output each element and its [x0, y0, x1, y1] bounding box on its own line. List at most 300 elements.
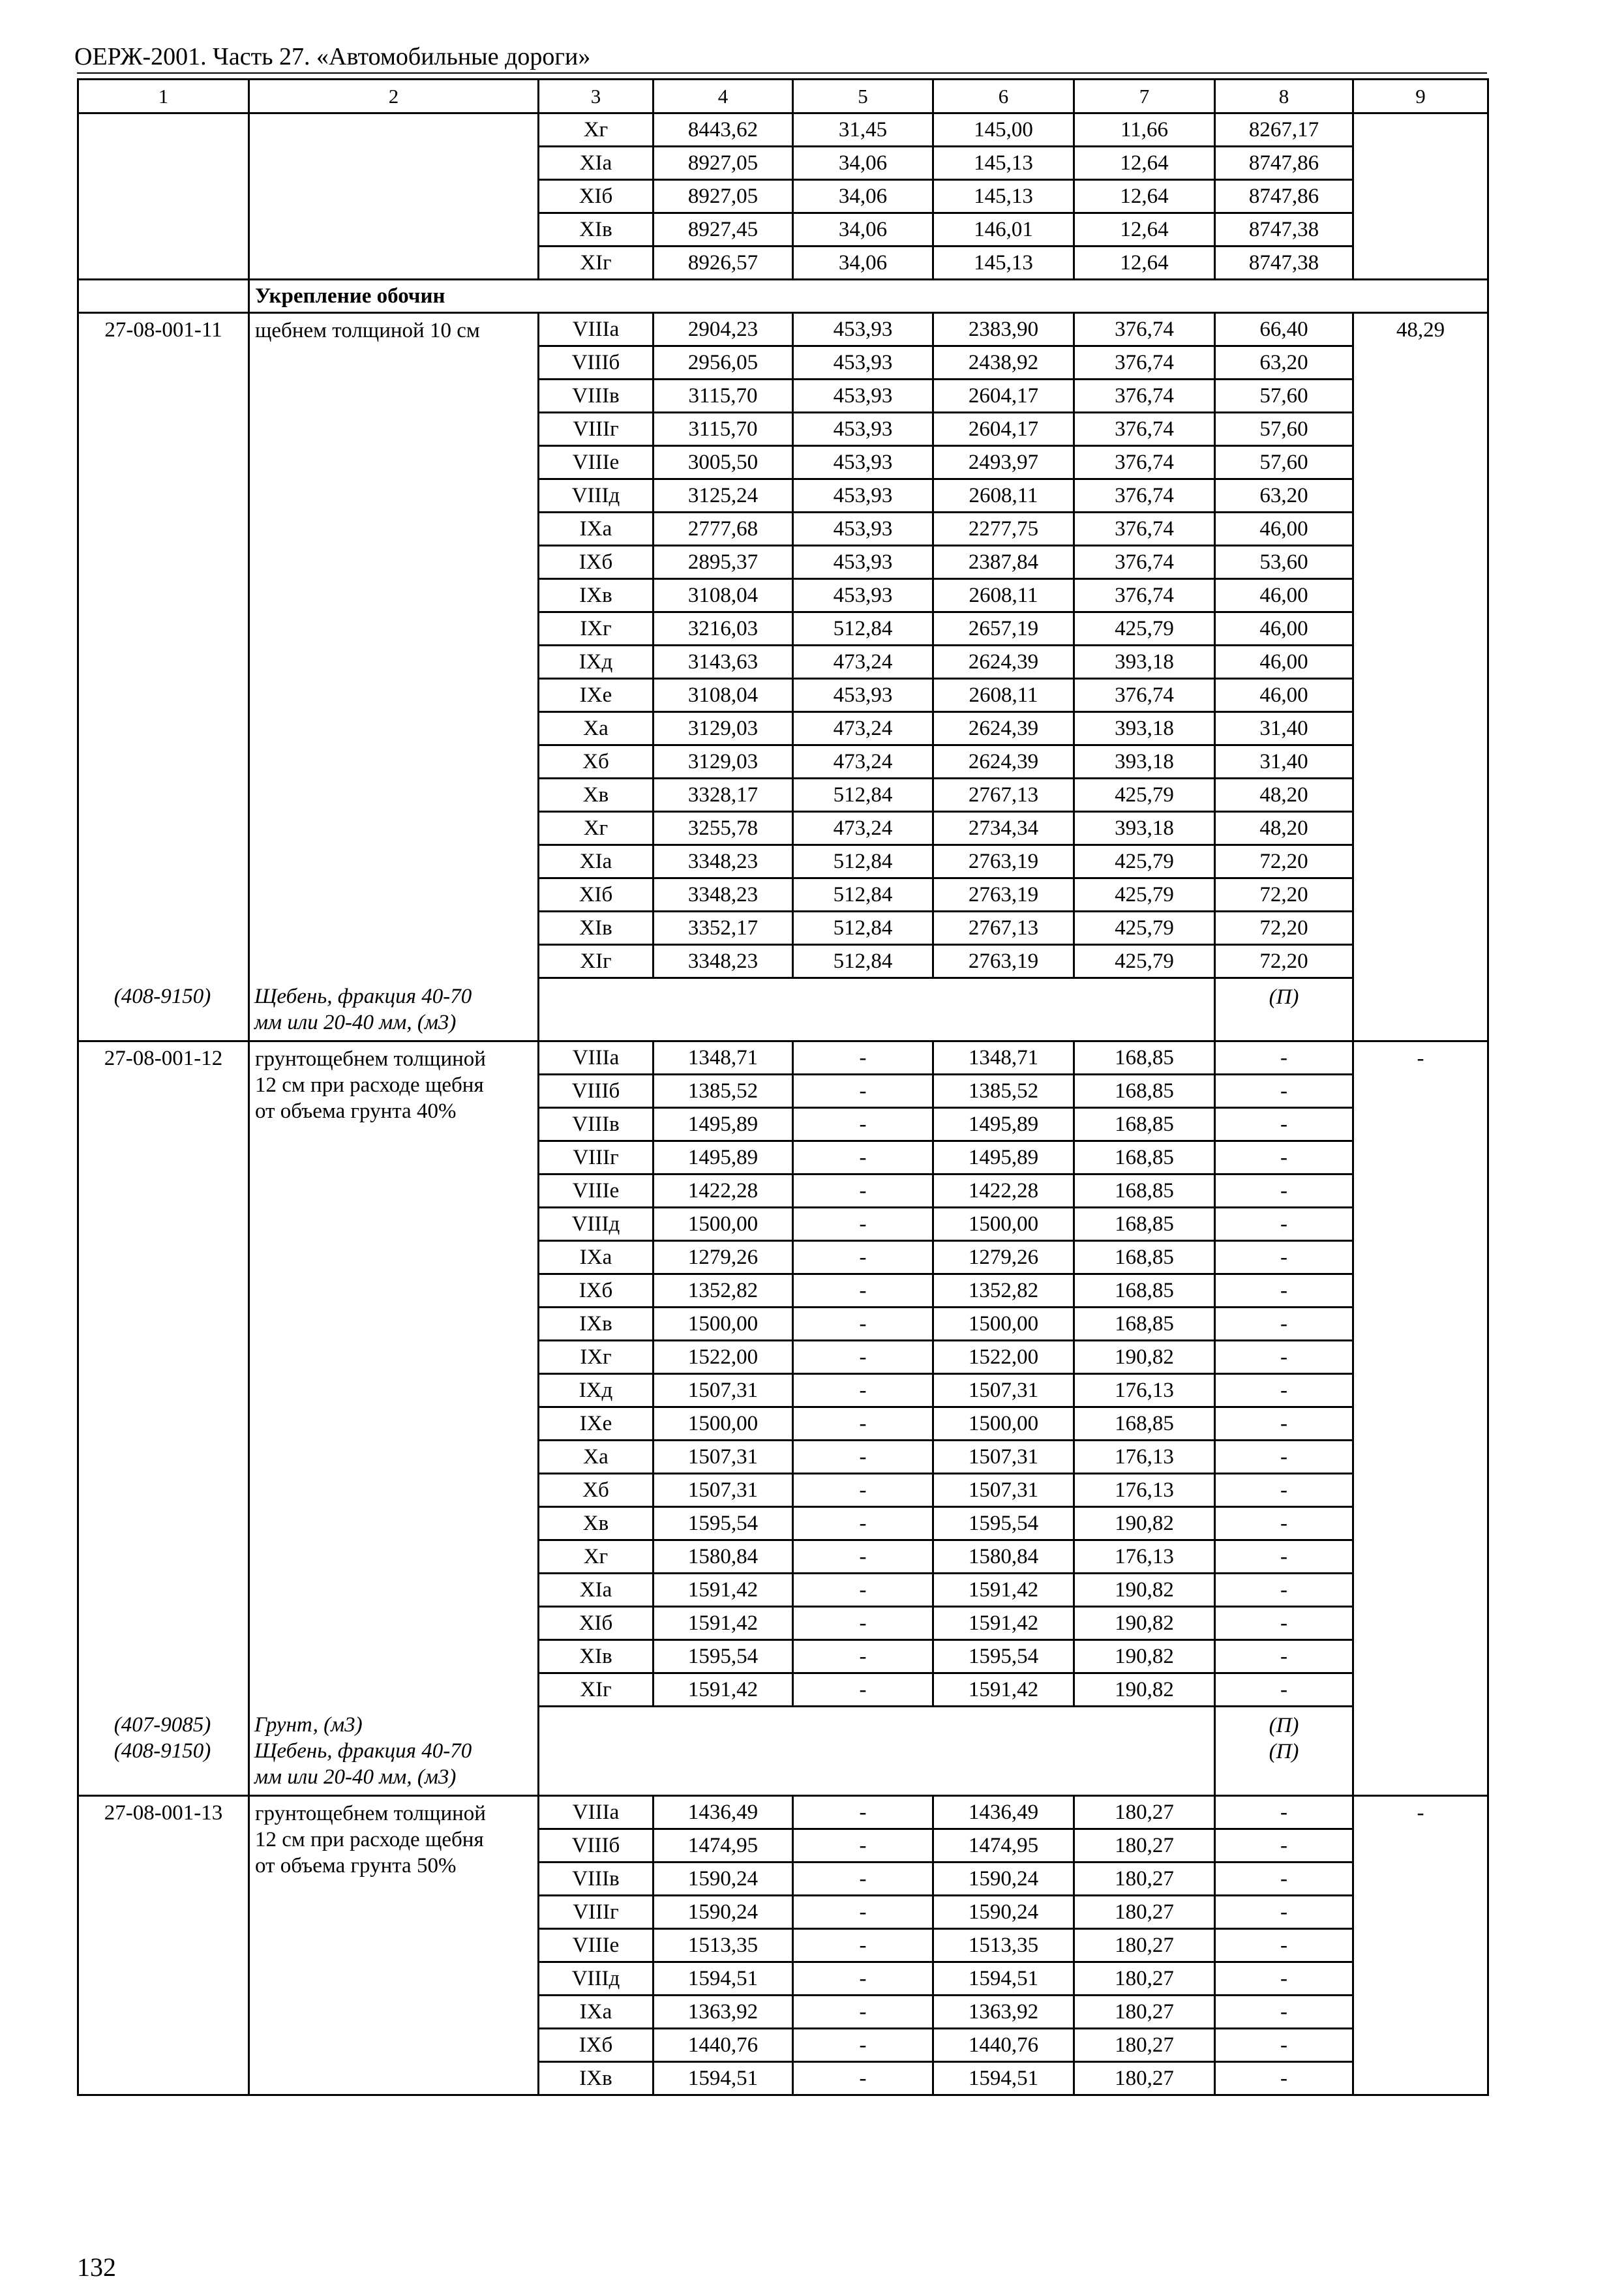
value-cell: 8747,86: [1215, 147, 1353, 180]
value-cell: -: [1215, 1607, 1353, 1640]
code-cell: 27-08-001-11: [78, 313, 249, 1041]
resource-code-spacer: [77, 1764, 248, 1790]
value-cell: 63,20: [1215, 479, 1353, 513]
value-cell: 2763,19: [933, 845, 1074, 878]
value-cell: 57,60: [1215, 380, 1353, 413]
zone-cell: IXв: [539, 579, 654, 612]
resource-code: (408-9150): [113, 1739, 211, 1763]
value-cell: 3352,17: [654, 912, 793, 945]
value-cell: -: [793, 1341, 933, 1374]
value-cell: 453,93: [793, 579, 933, 612]
value-cell: 48,20: [1215, 779, 1353, 812]
column-number: 8: [1215, 80, 1353, 113]
value-cell: -: [1215, 1108, 1353, 1141]
value-cell: 3216,03: [654, 612, 793, 646]
zone-cell: XIв: [539, 912, 654, 945]
value-cell: 1590,24: [654, 1863, 793, 1896]
value-cell: 180,27: [1074, 1929, 1215, 1962]
value-cell: 48,20: [1215, 812, 1353, 845]
zone-cell: VIIIг: [539, 1896, 654, 1929]
value-cell: 1385,52: [933, 1075, 1074, 1108]
description-line: 12 см при расходе щебня: [255, 1828, 484, 1851]
value-cell: -: [793, 1929, 933, 1962]
value-cell: 2608,11: [933, 479, 1074, 513]
value-cell: -: [793, 1962, 933, 1996]
zone-cell: IXг: [539, 1341, 654, 1374]
value-cell: 2387,84: [933, 546, 1074, 579]
value-cell: -: [1215, 1673, 1353, 1707]
value-cell: -: [793, 1241, 933, 1274]
value-cell: 473,24: [793, 712, 933, 745]
value-cell: 34,06: [793, 247, 933, 280]
value-cell: 46,00: [1215, 679, 1353, 712]
zone-cell: Xа: [539, 712, 654, 745]
value-cell: 168,85: [1074, 1141, 1215, 1174]
section-title-row: [78, 280, 1488, 313]
value-cell: 376,74: [1074, 380, 1215, 413]
value-cell: 1595,54: [654, 1640, 793, 1673]
value-cell: 393,18: [1074, 712, 1215, 745]
value-cell: 168,85: [1074, 1274, 1215, 1308]
description-cell: [249, 113, 539, 280]
resource-code: (407-9085): [113, 1713, 211, 1737]
value-cell: 2895,37: [654, 546, 793, 579]
value-cell: 376,74: [1074, 579, 1215, 612]
value-cell: 376,74: [1074, 346, 1215, 380]
value-cell: 146,01: [933, 213, 1074, 247]
resource-code-spacer: [77, 1010, 248, 1036]
value-cell: 2657,19: [933, 612, 1074, 646]
zone-cell: Xв: [539, 779, 654, 812]
value-cell: 1422,28: [933, 1174, 1074, 1208]
zone-cell: XIв: [539, 1640, 654, 1673]
column-number: 6: [933, 80, 1074, 113]
value-cell: 1591,42: [933, 1673, 1074, 1707]
value-cell: -: [793, 1607, 933, 1640]
value-cell: 145,00: [933, 113, 1074, 147]
value-cell: -: [793, 1474, 933, 1507]
zone-cell: XIа: [539, 147, 654, 180]
value-cell: 2763,19: [933, 945, 1074, 978]
value-cell: 12,64: [1074, 180, 1215, 213]
resource-codes: [77, 1712, 248, 1790]
value-cell: 1594,51: [933, 2062, 1074, 2095]
description-line: 12 см при расходе щебня: [255, 1073, 484, 1097]
zone-cell: Xг: [539, 812, 654, 845]
value-cell: 11,66: [1074, 113, 1215, 147]
value-cell: 176,13: [1074, 1441, 1215, 1474]
value-cell: 72,20: [1215, 912, 1353, 945]
value-cell: 180,27: [1074, 1962, 1215, 1996]
value-cell: 1385,52: [654, 1075, 793, 1108]
value-cell: 1590,24: [933, 1896, 1074, 1929]
value-cell: 12,64: [1074, 147, 1215, 180]
value-cell: 176,13: [1074, 1474, 1215, 1507]
value-cell: 8926,57: [654, 247, 793, 280]
value-cell: 8443,62: [654, 113, 793, 147]
zone-cell: IXб: [539, 2029, 654, 2062]
value-cell: -: [793, 1374, 933, 1407]
value-cell: 1591,42: [933, 1607, 1074, 1640]
value-cell: 46,00: [1215, 612, 1353, 646]
zone-cell: IXв: [539, 1308, 654, 1341]
value-cell: 1495,89: [654, 1108, 793, 1141]
description-line: грунтощебнем толщиной: [255, 1802, 486, 1825]
value-cell: 168,85: [1074, 1041, 1215, 1075]
value-cell: -: [1215, 1407, 1353, 1441]
value-cell: -: [1215, 1374, 1353, 1407]
section-spacer: [78, 280, 249, 313]
value-cell: 190,82: [1074, 1607, 1215, 1640]
column-number: 7: [1074, 80, 1215, 113]
value-cell: 1500,00: [933, 1208, 1074, 1241]
value-cell: -: [793, 1829, 933, 1863]
value-cell: 3328,17: [654, 779, 793, 812]
value-cell: 1580,84: [654, 1540, 793, 1574]
value-cell: -: [793, 1640, 933, 1673]
value-cell: 34,06: [793, 147, 933, 180]
value-cell: 190,82: [1074, 1341, 1215, 1374]
value-cell: 190,82: [1074, 1507, 1215, 1540]
resource-name-line: Щебень, фракция 40-70: [254, 1739, 472, 1763]
value-cell: 180,27: [1074, 2029, 1215, 2062]
value-cell: 34,06: [793, 213, 933, 247]
value-cell: 376,74: [1074, 679, 1215, 712]
value-cell: 3108,04: [654, 679, 793, 712]
zone-cell: VIIIб: [539, 346, 654, 380]
value-cell: -: [793, 1041, 933, 1075]
zone-cell: XIг: [539, 1673, 654, 1707]
value-cell: 2624,39: [933, 712, 1074, 745]
resource-mark-spacer: [1221, 1010, 1347, 1036]
value-cell: 376,74: [1074, 446, 1215, 479]
value-cell: 3348,23: [654, 945, 793, 978]
value-cell: 1507,31: [933, 1474, 1074, 1507]
value-cell: -: [793, 1796, 933, 1829]
value-cell: 168,85: [1074, 1308, 1215, 1341]
value-cell: -: [793, 1441, 933, 1474]
value-cell: 72,20: [1215, 945, 1353, 978]
value-cell: -: [1215, 1075, 1353, 1108]
value-cell: -: [793, 1141, 933, 1174]
column-number: 5: [793, 80, 933, 113]
value-cell: 2624,39: [933, 646, 1074, 679]
value-cell: -: [1215, 1863, 1353, 1896]
value-cell: 168,85: [1074, 1075, 1215, 1108]
price-table-body: [78, 80, 1488, 2095]
value-cell: 2767,13: [933, 912, 1074, 945]
value-cell: -: [1215, 1540, 1353, 1574]
value-cell: 1594,51: [933, 1962, 1074, 1996]
zone-cell: VIIIв: [539, 380, 654, 413]
value-cell: -: [1215, 1507, 1353, 1540]
value-cell: 1436,49: [933, 1796, 1074, 1829]
zone-cell: Xг: [539, 1540, 654, 1574]
zone-cell: IXб: [539, 1274, 654, 1308]
value-cell: -: [793, 1308, 933, 1341]
table-row: [78, 1041, 1488, 1075]
value-cell: 1507,31: [654, 1374, 793, 1407]
value-cell: 1440,76: [654, 2029, 793, 2062]
value-cell: 190,82: [1074, 1574, 1215, 1607]
value-cell: -: [1215, 1474, 1353, 1507]
value-cell: -: [793, 1075, 933, 1108]
value-cell: 1500,00: [933, 1407, 1074, 1441]
value-cell: 453,93: [793, 679, 933, 712]
zone-cell: Xв: [539, 1507, 654, 1540]
value-cell: 376,74: [1074, 513, 1215, 546]
value-cell: 3143,63: [654, 646, 793, 679]
value-cell: -: [1215, 1962, 1353, 1996]
description-cell: [249, 1796, 539, 2095]
value-cell: 473,24: [793, 745, 933, 779]
zone-cell: IXд: [539, 1374, 654, 1407]
resource-mark-spacer: [1221, 1765, 1347, 1791]
value-cell: -: [793, 1574, 933, 1607]
value-cell: 145,13: [933, 180, 1074, 213]
value-cell: 1522,00: [933, 1341, 1074, 1374]
value-cell: 425,79: [1074, 612, 1215, 646]
value-cell: 1352,82: [654, 1274, 793, 1308]
zone-cell: VIIIб: [539, 1829, 654, 1863]
value-cell: 3129,03: [654, 745, 793, 779]
value-cell: 1507,31: [933, 1441, 1074, 1474]
value-cell: 473,24: [793, 812, 933, 845]
value-cell: -: [1215, 1174, 1353, 1208]
value-cell: 1591,42: [654, 1673, 793, 1707]
value-cell: 176,13: [1074, 1540, 1215, 1574]
section-title: Укрепление обочин: [249, 280, 1488, 313]
value-cell: 1495,89: [933, 1108, 1074, 1141]
value-cell: -: [1215, 1274, 1353, 1308]
value-cell: 3115,70: [654, 413, 793, 446]
zone-cell: IXа: [539, 1996, 654, 2029]
zone-cell: XIа: [539, 845, 654, 878]
value-cell: 8927,45: [654, 213, 793, 247]
value-cell: 57,60: [1215, 446, 1353, 479]
zone-cell: XIв: [539, 213, 654, 247]
value-cell: 376,74: [1074, 313, 1215, 346]
value-cell: 66,40: [1215, 313, 1353, 346]
value-cell: 453,93: [793, 413, 933, 446]
value-cell: 2904,23: [654, 313, 793, 346]
value-cell: 425,79: [1074, 779, 1215, 812]
value-cell: 1594,51: [654, 1962, 793, 1996]
value-cell: 2767,13: [933, 779, 1074, 812]
col9-cell: 48,29: [1353, 313, 1488, 1041]
value-cell: 453,93: [793, 513, 933, 546]
value-cell: 63,20: [1215, 346, 1353, 380]
value-cell: 72,20: [1215, 878, 1353, 912]
zone-cell: VIIIе: [539, 446, 654, 479]
page-number: 132: [77, 2252, 116, 2282]
value-cell: 376,74: [1074, 479, 1215, 513]
value-cell: 453,93: [793, 446, 933, 479]
column-number: 4: [654, 80, 793, 113]
value-cell: -: [1215, 1574, 1353, 1607]
col9-cell: -: [1353, 1796, 1488, 2095]
value-cell: 180,27: [1074, 1863, 1215, 1896]
zone-cell: VIIIг: [539, 413, 654, 446]
value-cell: 8927,05: [654, 147, 793, 180]
value-cell: 425,79: [1074, 912, 1215, 945]
description-line: щебнем толщиной 10 см: [255, 319, 480, 342]
value-cell: -: [1215, 1208, 1353, 1241]
zone-cell: VIIIв: [539, 1108, 654, 1141]
value-cell: 145,13: [933, 247, 1074, 280]
resource-names: [254, 1712, 534, 1790]
value-cell: 1500,00: [654, 1208, 793, 1241]
value-cell: 453,93: [793, 313, 933, 346]
resource-mark: (П): [1269, 985, 1299, 1009]
price-table: [77, 78, 1489, 2096]
resource-name-line: Щебень, фракция 40-70: [254, 984, 472, 1008]
value-cell: 72,20: [1215, 845, 1353, 878]
value-cell: 3125,24: [654, 479, 793, 513]
value-cell: 180,27: [1074, 1796, 1215, 1829]
value-cell: 393,18: [1074, 646, 1215, 679]
value-cell: -: [1215, 1308, 1353, 1341]
value-cell: -: [793, 1540, 933, 1574]
value-cell: 168,85: [1074, 1241, 1215, 1274]
zone-cell: Xа: [539, 1441, 654, 1474]
column-number: 3: [539, 80, 654, 113]
value-cell: -: [793, 1108, 933, 1141]
value-cell: 512,84: [793, 912, 933, 945]
zone-cell: Xг: [539, 113, 654, 147]
value-cell: -: [1215, 2062, 1353, 2095]
value-cell: 1352,82: [933, 1274, 1074, 1308]
zone-cell: VIIIд: [539, 1208, 654, 1241]
value-cell: 1590,24: [933, 1863, 1074, 1896]
zone-cell: VIIIд: [539, 1962, 654, 1996]
zone-cell: XIб: [539, 180, 654, 213]
value-cell: 168,85: [1074, 1174, 1215, 1208]
zone-cell: IXа: [539, 1241, 654, 1274]
value-cell: 425,79: [1074, 945, 1215, 978]
value-cell: 3255,78: [654, 812, 793, 845]
value-cell: 8747,38: [1215, 213, 1353, 247]
value-cell: 46,00: [1215, 579, 1353, 612]
value-cell: -: [793, 1996, 933, 2029]
resource-spacer: [539, 978, 1215, 1041]
zone-cell: IXа: [539, 513, 654, 546]
zone-cell: VIIIд: [539, 479, 654, 513]
value-cell: 376,74: [1074, 546, 1215, 579]
value-cell: -: [793, 1274, 933, 1308]
zone-cell: IXе: [539, 679, 654, 712]
value-cell: 1348,71: [654, 1041, 793, 1075]
value-cell: 1513,35: [654, 1929, 793, 1962]
resource-code: (408-9150): [113, 984, 211, 1008]
value-cell: -: [1215, 1996, 1353, 2029]
value-cell: 453,93: [793, 346, 933, 380]
table-row: [78, 313, 1488, 346]
value-cell: 425,79: [1074, 878, 1215, 912]
value-cell: 12,64: [1074, 247, 1215, 280]
value-cell: 1348,71: [933, 1041, 1074, 1075]
col9-cell: [1353, 113, 1488, 280]
value-cell: -: [793, 1896, 933, 1929]
resource-name-line: мм или 20-40 мм, (м3): [254, 1765, 457, 1789]
value-cell: 2383,90: [933, 313, 1074, 346]
value-cell: 46,00: [1215, 513, 1353, 546]
value-cell: -: [1215, 1929, 1353, 1962]
value-cell: 145,13: [933, 147, 1074, 180]
value-cell: 168,85: [1074, 1208, 1215, 1241]
value-cell: -: [793, 1507, 933, 1540]
value-cell: -: [793, 1174, 933, 1208]
zone-cell: IXв: [539, 2062, 654, 2095]
zone-cell: VIIIг: [539, 1141, 654, 1174]
value-cell: 2734,34: [933, 812, 1074, 845]
value-cell: 2277,75: [933, 513, 1074, 546]
value-cell: 473,24: [793, 646, 933, 679]
value-cell: -: [1215, 1896, 1353, 1929]
value-cell: 12,64: [1074, 213, 1215, 247]
resource-name-line: мм или 20-40 мм, (м3): [254, 1010, 457, 1034]
value-cell: 1474,95: [654, 1829, 793, 1863]
zone-cell: VIIIа: [539, 1796, 654, 1829]
value-cell: 2763,19: [933, 878, 1074, 912]
value-cell: 1595,54: [654, 1507, 793, 1540]
value-cell: 1436,49: [654, 1796, 793, 1829]
value-cell: -: [1215, 1341, 1353, 1374]
value-cell: 34,06: [793, 180, 933, 213]
value-cell: 57,60: [1215, 413, 1353, 446]
column-number: 1: [78, 80, 249, 113]
value-cell: -: [793, 2062, 933, 2095]
value-cell: 2777,68: [654, 513, 793, 546]
resource-name-line: Грунт, (м3): [254, 1713, 363, 1737]
value-cell: 46,00: [1215, 646, 1353, 679]
value-cell: -: [793, 1407, 933, 1441]
value-cell: 8747,38: [1215, 247, 1353, 280]
value-cell: -: [793, 1208, 933, 1241]
resource-mark: (П): [1269, 1714, 1299, 1737]
value-cell: 512,84: [793, 878, 933, 912]
value-cell: 1363,92: [933, 1996, 1074, 2029]
value-cell: 453,93: [793, 479, 933, 513]
value-cell: 1522,00: [654, 1341, 793, 1374]
zone-cell: VIIIа: [539, 313, 654, 346]
value-cell: 168,85: [1074, 1407, 1215, 1441]
zone-cell: IXб: [539, 546, 654, 579]
value-cell: 1507,31: [933, 1374, 1074, 1407]
table-row: [78, 1796, 1488, 1829]
value-cell: 190,82: [1074, 1673, 1215, 1707]
resource-spacer: [539, 1707, 1215, 1796]
value-cell: 1440,76: [933, 2029, 1074, 2062]
value-cell: -: [1215, 1041, 1353, 1075]
value-cell: 31,40: [1215, 712, 1353, 745]
value-cell: 512,84: [793, 845, 933, 878]
value-cell: 512,84: [793, 945, 933, 978]
zone-cell: VIIIа: [539, 1041, 654, 1075]
value-cell: 168,85: [1074, 1108, 1215, 1141]
zone-cell: VIIIв: [539, 1863, 654, 1896]
zone-cell: IXе: [539, 1407, 654, 1441]
description-cell: [249, 1041, 539, 1796]
zone-cell: XIб: [539, 1607, 654, 1640]
value-cell: 1513,35: [933, 1929, 1074, 1962]
value-cell: 453,93: [793, 380, 933, 413]
zone-cell: VIIIе: [539, 1174, 654, 1208]
zone-cell: XIг: [539, 945, 654, 978]
column-number: 9: [1353, 80, 1488, 113]
value-cell: 180,27: [1074, 1829, 1215, 1863]
value-cell: 1500,00: [933, 1308, 1074, 1341]
